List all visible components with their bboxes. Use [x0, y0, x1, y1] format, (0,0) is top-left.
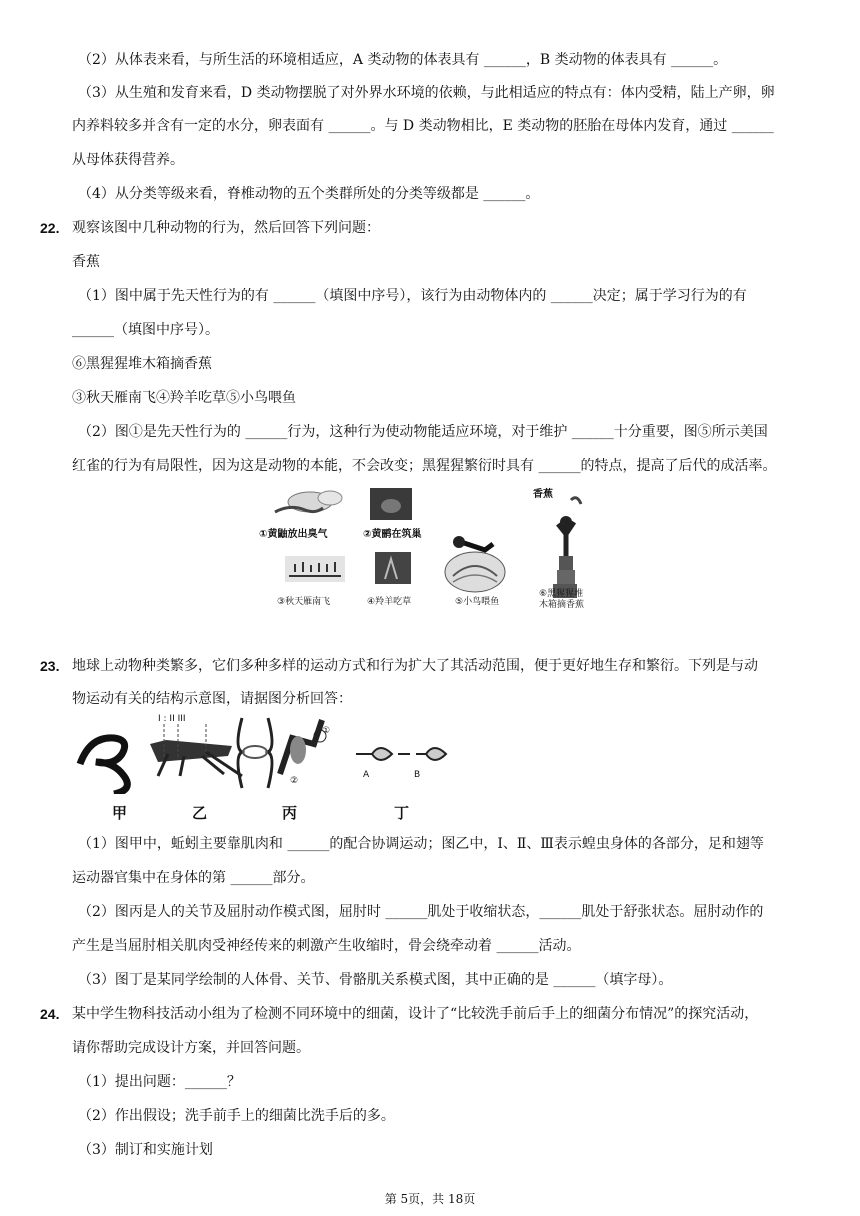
movement-structure-figure: [72, 714, 452, 824]
q24-sub3: （3）制订和实施计划: [78, 1142, 213, 1158]
q22-sub1a: （1）图中属于先天性行为的有 ______（填图中序号），该行为由动物体内的 ______决定；属于学习行为的有: [78, 288, 747, 304]
caption-geese: ③秋天雁南飞: [277, 597, 331, 607]
model-label-b: B: [414, 770, 421, 780]
q22-caption345: ③秋天雁南飞④羚羊吃草⑤小鸟喂鱼: [72, 390, 296, 406]
figure-label-yi: 乙: [192, 804, 208, 822]
q23-sub2b: 产生是当屈肘相关肌肉受神经传来的刺激产生收缩时，骨会绕牵动着 ______活动。: [72, 938, 581, 954]
page-footer: 第 5页，共 18页: [384, 1192, 476, 1206]
caption-banana: 香蕉: [533, 489, 553, 500]
q21-line-3b: 内养料较多并含有一定的水分，卵表面有 ______。与 D 类动物相比，E 类动物的胚胎在母体内发育，通过 ______: [72, 118, 774, 134]
q22-sub1b: ______（填图中序号）。: [72, 322, 219, 338]
joint-image: [238, 718, 272, 788]
earthworm-image: [80, 738, 127, 794]
animal-behavior-figure: [255, 484, 617, 612]
q22-sub2a: （2）图①是先天性行为的 ______行为，这种行为使动物能适应环境，对于维护 ______十分重要，图⑤所示美国: [78, 424, 768, 440]
geese-image: [285, 556, 345, 582]
figure-label-bing: 丙: [282, 804, 298, 822]
q23-stem-a: 地球上动物种类繁多，它们多种多样的运动方式和行为扩大了其活动范围，便于更好地生存和繁衍。下列是与动: [72, 658, 758, 674]
question-number-23: 23.: [40, 658, 60, 674]
arm-elbow-image: [280, 720, 326, 774]
movement-structure-illustration: [72, 714, 452, 794]
caption-bird-fish: ⑤小鸟喂鱼: [455, 597, 500, 607]
q21-line-3c: 从母体获得营养。: [72, 152, 184, 168]
q24-stem-a: 某中学生物科技活动小组为了检测不同环境中的细菌，设计了“比较洗手前后手上的细菌分布情况”的探究活动，: [72, 1006, 759, 1022]
arm-label-2: ②: [290, 776, 299, 786]
q24-stem-b: 请你帮助完成设计方案，并回答问题。: [72, 1040, 310, 1056]
q22-stem: 观察该图中几种动物的行为，然后回答下列问题：: [72, 220, 380, 236]
caption-oriole: ②黄鹂在筑巢: [363, 529, 422, 540]
grasshopper-image: [150, 724, 242, 776]
caption-antelope: ④羚羊吃草: [367, 597, 412, 607]
figure-label-ding: 丁: [394, 804, 410, 822]
q22-banana: 香蕉: [72, 254, 100, 270]
arm-label-1: ①: [322, 726, 331, 736]
bone-model-image: [356, 748, 446, 760]
caption-chimp-1: ⑥黑猩猩堆: [539, 589, 584, 599]
q21-line-3a: （3）从生殖和发育来看，D 类动物摆脱了对外界水环境的依赖，与此相适应的特点有：体内受精，陆上产卵，卵: [78, 85, 775, 101]
q23-sub3: （3）图丁是某同学绘制的人体骨、关节、骨骼肌关系模式图，其中正确的是 ______（填字母）。: [78, 972, 673, 988]
weasel-image: [275, 491, 342, 512]
q22-sub2b: 红雀的行为有局限性，因为这是动物的本能，不会改变；黑猩猩繁衍时具有 ______的特点，提高了后代的成活率。: [72, 458, 777, 474]
q23-stem-b: 物运动有关的结构示意图，请据图分析回答：: [72, 691, 352, 707]
question-number-22: 22.: [40, 220, 60, 236]
question-number-24: 24.: [40, 1006, 60, 1022]
caption-chimp-2: 木箱摘香蕉: [539, 600, 585, 610]
q23-sub2a: （2）图丙是人的关节及屈肘动作模式图，屈肘时 ______肌处于收缩状态，______肌处于舒张状态。屈肘动作的: [78, 904, 764, 920]
q24-sub1: （1）提出问题：______？: [78, 1074, 241, 1090]
chimpanzee-image: [553, 498, 581, 598]
q22-caption6: ⑥黑猩猩堆木箱摘香蕉: [72, 356, 212, 372]
q23-sub1a: （1）图甲中，蚯蚓主要靠肌肉和 ______的配合协调运动；图乙中，I、Ⅱ、Ⅲ表示蝗虫身体的各部分，足和翅等: [78, 836, 764, 852]
q21-line-2: （2）从体表来看，与所生活的环境相适应，A 类动物的体表具有 ______，B 类动物的体表具有 ______。: [78, 52, 728, 68]
q21-line-4: （4）从分类等级来看，脊椎动物的五个类群所处的分类等级都是 ______。: [78, 186, 540, 202]
grasshopper-part-labels: I : II III: [158, 714, 186, 724]
model-label-a: A: [363, 770, 370, 780]
bird-fish-image: [445, 536, 505, 592]
q23-sub1b: 运动器官集中在身体的第 ______部分。: [72, 870, 315, 886]
figure-label-jia: 甲: [112, 804, 128, 822]
caption-weasel: ①黄鼬放出臭气: [259, 529, 328, 540]
q24-sub2: （2）作出假设；洗手前手上的细菌比洗手后的多。: [78, 1108, 395, 1124]
